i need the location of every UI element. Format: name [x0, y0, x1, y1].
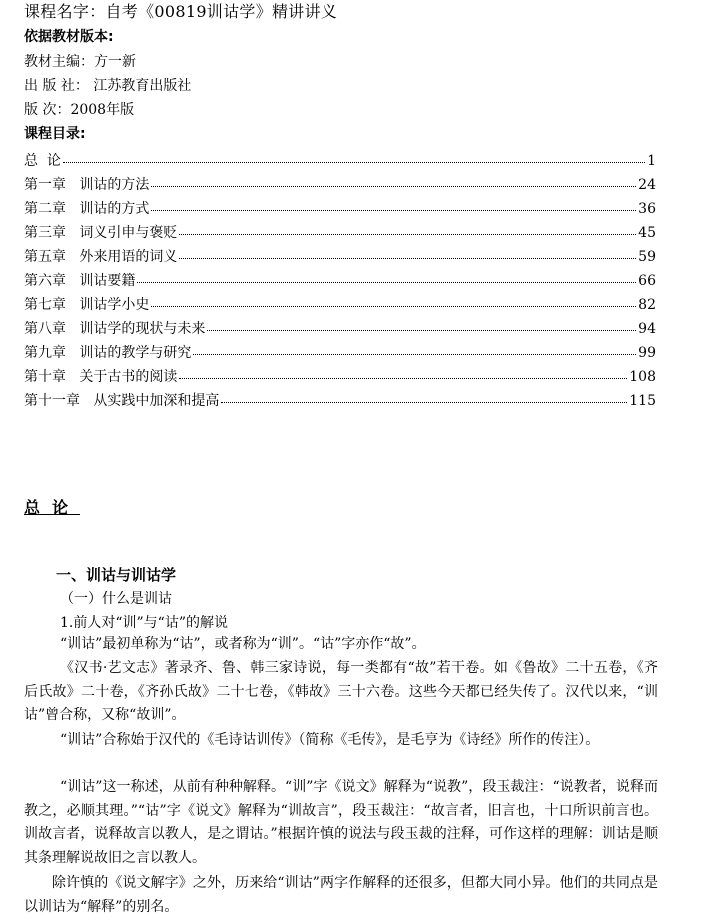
toc-entry-label: 第二章 训诂的方式: [24, 201, 150, 217]
editor-line: 教材主编：方一新: [24, 54, 136, 70]
toc-entry-label: 第三章 词义引申与褒贬: [24, 225, 178, 241]
toc-entry-page: 82: [638, 297, 656, 313]
toc-leader-dots: [193, 338, 636, 355]
toc-leader-dots: [221, 386, 627, 403]
toc-entry-page: 24: [638, 177, 656, 193]
toc-entry-page: 45: [638, 225, 656, 241]
toc-leader-dots: [151, 170, 636, 187]
toc-entry-label: 第十章 关于古书的阅读: [24, 369, 178, 385]
toc-entry-label: 第八章 训诂学的现状与未来: [24, 321, 206, 337]
toc-leader-dots: [151, 194, 636, 211]
toc-leader-dots: [179, 242, 636, 259]
paragraph: 《汉书·艺文志》著录齐、鲁、韩三家诗说，每一类都有“故”若干卷。如《鲁故》二十五卷，《齐后氏故》二十卷，《齐孙氏故》二十七卷，《韩故》三十六卷。这些今天都已经失传了。汉代以来，“训诂”曾合称，又称“故训”。: [24, 660, 658, 723]
toc-entry-page: 1: [647, 153, 656, 169]
paragraph: “训诂”合称始于汉代的《毛诗诂训传》（简称《毛传》，是毛亨为《诗经》所作的传注）。: [60, 732, 600, 748]
toc-entry[interactable]: [24, 148, 656, 172]
toc-entry-label: 总 论: [24, 153, 61, 169]
toc-leader-dots: [179, 218, 636, 235]
heading-level-1: 一、训诂与训诂学: [56, 566, 177, 584]
toc-heading: 课程目录:: [24, 126, 86, 142]
toc-entry-label: 第九章 训诂的教学与研究: [24, 345, 192, 361]
toc-entry-label: 第一章 训诂的方法: [24, 177, 150, 193]
toc-leader-dots: [137, 266, 636, 283]
toc-entry[interactable]: [24, 364, 656, 388]
toc-entry-label: 第六章 训诂要籍: [24, 273, 136, 289]
toc-entry[interactable]: [24, 388, 656, 412]
toc-entry[interactable]: [24, 172, 656, 196]
toc-entry-page: 108: [629, 369, 656, 385]
heading-level-2: （一）什么是训诂: [60, 591, 172, 607]
toc-entry[interactable]: [24, 292, 656, 316]
toc-entry-label: 第五章 外来用语的词义: [24, 249, 178, 265]
section-title: 总论: [24, 498, 81, 517]
edition-line: 版 次：2008年版: [24, 102, 135, 118]
toc-entry[interactable]: [24, 268, 656, 292]
toc-entry[interactable]: [24, 340, 656, 364]
toc-leader-dots: [207, 314, 636, 331]
toc-entry-page: 94: [638, 321, 656, 337]
toc-entry-page: 99: [638, 345, 656, 361]
toc-entry-page: 59: [638, 249, 656, 265]
toc-entry[interactable]: [24, 196, 656, 220]
toc-entry-page: 115: [629, 393, 656, 409]
course-title: 课程名字：自考《00819训诂学》精讲讲义: [24, 2, 338, 21]
toc-entry-label: 第七章 训诂学小史: [24, 297, 150, 313]
toc-leader-dots: [63, 146, 645, 163]
toc-leader-dots: [179, 362, 627, 379]
toc-entry[interactable]: [24, 220, 656, 244]
paragraph: “训诂”这一称述，从前有种种解释。“训”字《说文》解释为“说教”，段玉裁注：“说教者，说释而教之，必顺其理。”“诂”字《说文》解释为“训故言”，段玉裁注：“故言者，旧言也，十口所识前言也。训故言者，说释故言以教人，是之谓诂。”根据许慎的说法与段玉裁的注释，可作这样的理解：训诂是顺其条理解说故旧之言以教人。: [24, 779, 658, 866]
publisher-line: 出 版 社： 江苏教育出版社: [24, 78, 192, 94]
heading-level-3: 1.前人对“训”与“诂”的解说: [60, 615, 228, 631]
table-of-contents: [24, 148, 656, 412]
toc-entry[interactable]: [24, 316, 656, 340]
toc-entry-page: 36: [638, 201, 656, 217]
toc-leader-dots: [151, 290, 636, 307]
toc-entry[interactable]: [24, 244, 656, 268]
textbook-heading: 依据教材版本:: [24, 29, 114, 45]
toc-entry-label: 第十一章 从实践中加深和提高: [24, 393, 220, 409]
paragraph: 除许慎的《说文解字》之外，历来给“训诂”两字作解释的还很多，但都大同小异。他们的共同点是以训诂为“解释”的别名。: [24, 875, 658, 915]
paragraph: “训诂”最初单称为“诂”，或者称为“训”。“诂”字亦作“故”。: [60, 636, 426, 652]
toc-entry-page: 66: [638, 273, 656, 289]
